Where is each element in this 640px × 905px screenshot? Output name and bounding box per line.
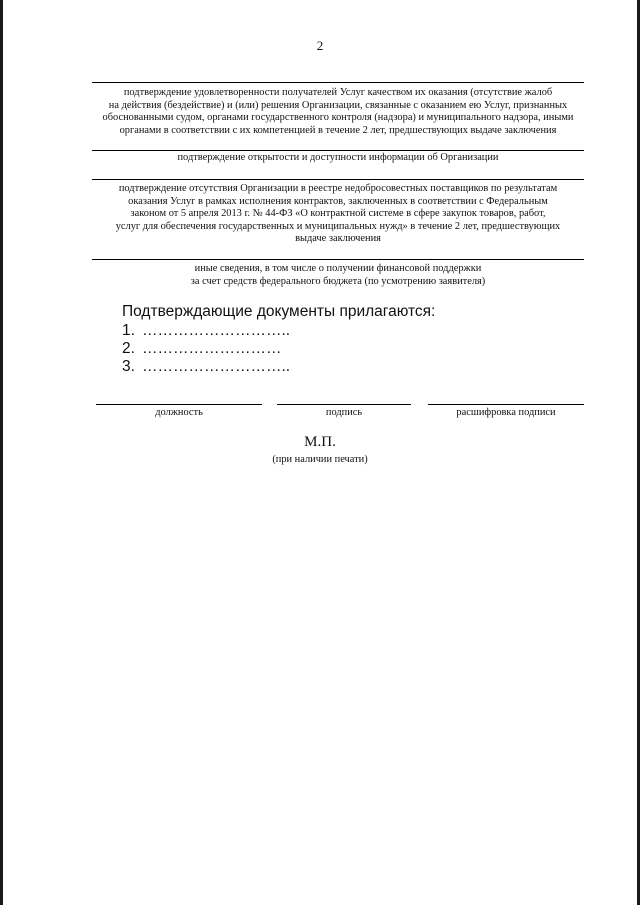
signature-line <box>277 404 411 405</box>
document-list-item <box>122 358 290 376</box>
caption-line: подтверждение удовлетворенности получателей Услуг качеством их оказания (отсутствие жалоб <box>123 87 553 98</box>
attached-documents-title: Подтверждающие документы прилагаются: <box>122 303 436 320</box>
caption-line: органами в соответствии с их компетенцией в течение 2 лет, предшествующих выдаче заключения <box>119 124 557 136</box>
document-list-item <box>122 340 282 358</box>
field-rule <box>92 82 584 83</box>
caption-line: подтверждение отсутствия Организации в реестре недобросовестных поставщиков по результатам <box>118 183 558 194</box>
document-number: 2. <box>122 340 135 357</box>
signature-decoding-label: расшифровка подписи <box>456 407 556 418</box>
field-rule <box>92 259 584 260</box>
document-list-item <box>122 322 290 340</box>
position-line <box>96 404 262 405</box>
document-number: 3. <box>122 358 135 375</box>
caption-line: выдаче заключения <box>295 233 381 244</box>
document-placeholder: ……………………… <box>142 340 282 357</box>
document-placeholder: ……………………….. <box>142 358 291 375</box>
caption-line: оказания Услуг в рамках исполнения контрактов, заключенных в соответствии с Федеральным <box>128 195 548 207</box>
document-number: 1. <box>122 322 135 339</box>
caption-line: на действия (бездействие) и (или) решения Организации, связанные с оказанием ею Услуг, признанных <box>108 99 568 111</box>
caption-line: законом от 5 апреля 2013 г. № 44-ФЗ «О контрактной системе в сфере закупок товаров, работ, <box>130 208 546 219</box>
caption-line: за счет средств федерального бюджета (по усмотрению заявителя) <box>190 275 486 287</box>
caption-line: услуг для обеспечения государственных и муниципальных нужд» в течение 2 лет, предшествующих <box>115 220 561 232</box>
field-rule <box>92 179 584 180</box>
page-number: 2 <box>316 38 324 53</box>
position-label: должность <box>155 407 203 418</box>
caption-line: иные сведения, в том числе о получении финансовой поддержки <box>194 263 482 274</box>
scan-border-left <box>0 0 3 905</box>
stamp-note: (при наличии печати) <box>272 454 368 465</box>
caption-line: обоснованными судом, органами государственного контроля (надзора) и муниципального надзора, иными <box>102 112 574 123</box>
confirmation-registry-caption <box>92 183 584 246</box>
signature-label: подпись <box>325 407 363 418</box>
caption-line: подтверждение открытости и доступности информации об Организации <box>177 152 499 163</box>
confirmation-satisfaction-caption <box>92 87 584 137</box>
stamp-label: М.П. <box>304 434 336 450</box>
document-placeholder: ……………………….. <box>142 322 291 339</box>
confirmation-openness-caption <box>92 152 584 165</box>
field-rule <box>92 150 584 151</box>
signature-decoding-line <box>428 404 584 405</box>
other-info-caption <box>92 263 584 288</box>
